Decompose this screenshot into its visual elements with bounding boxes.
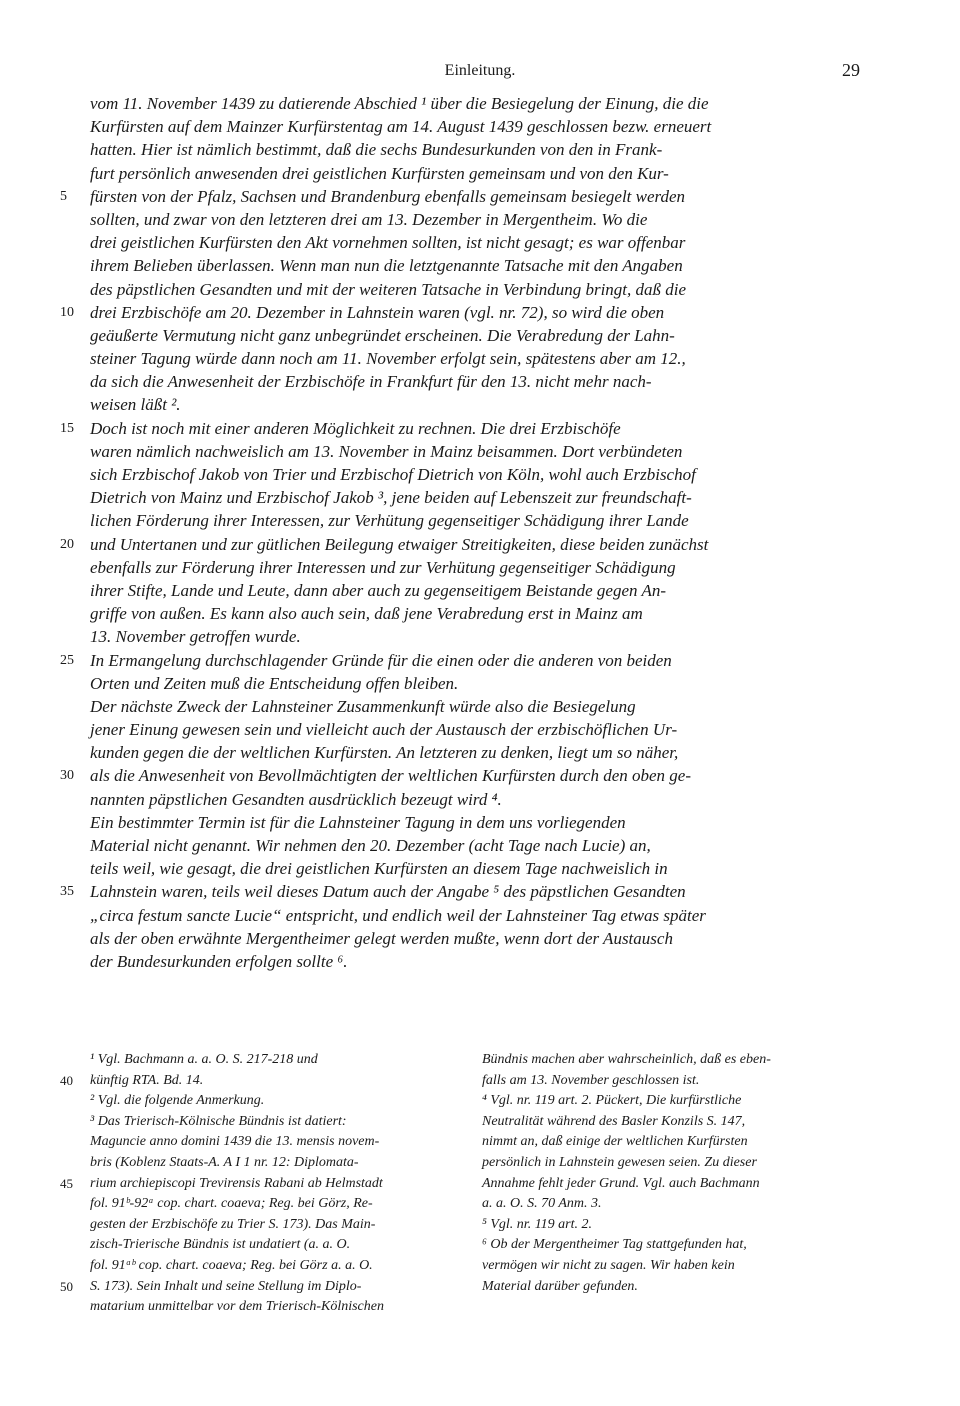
text-line xyxy=(90,1235,460,1256)
line-text: fol. 91ᵇ-92ᵃ cop. chart. coaeva; Reg. bei Görz, Re- xyxy=(90,1196,373,1212)
line-text: künftig RTA. Bd. 14. xyxy=(90,1072,204,1088)
text-line xyxy=(90,1215,460,1236)
text-line xyxy=(482,1071,862,1092)
line-text: „circa festum sancte Lucie“ entspricht, und endlich weil der Lahnsteiner Tag etwas später xyxy=(90,905,706,925)
line-text: ¹ Vgl. Bachmann a. a. O. S. 217-218 und xyxy=(90,1052,318,1067)
line-text: ebenfalls zur Förderung ihrer Interessen und zur Verhütung gegenseitiger Schädigung xyxy=(90,557,676,577)
line-text: S. 173). Sein Inhalt und seine Stellung im Diplo- xyxy=(90,1278,362,1294)
line-text: lichen Förderung ihrer Interessen, zur Verhütung gegenseitiger Schädigung ihrer Lande xyxy=(90,511,689,531)
line-text: Neutralität während des Basler Konzils S. 147, xyxy=(482,1113,746,1129)
text-line xyxy=(90,463,850,486)
text-line xyxy=(482,1153,862,1174)
line-text: 13. November getroffen wurde. xyxy=(90,627,301,647)
text-line xyxy=(60,764,850,787)
text-line xyxy=(60,185,850,208)
text-line xyxy=(482,1112,862,1133)
line-number: 40 xyxy=(60,1072,73,1088)
text-line xyxy=(90,486,850,509)
line-text: Bündnis machen aber wahrscheinlich, daß es eben- xyxy=(482,1052,771,1067)
text-line xyxy=(482,1174,862,1195)
line-number: 50 xyxy=(60,1278,73,1294)
text-line xyxy=(90,695,850,718)
line-text: als die Anwesenheit von Bevollmächtigten der weltlichen Kurfürsten durch den oben ge- xyxy=(90,766,692,786)
line-text: Kurfürsten auf dem Mainzer Kurfürstentag am 14. August 1439 geschlossen bezw. erneuert xyxy=(90,117,712,137)
text-line xyxy=(90,625,850,648)
line-text: drei geistlichen Kurfürsten den Akt vornehmen sollten, ist nicht gesagt; es war offenbar xyxy=(90,233,686,253)
text-line xyxy=(60,649,850,672)
text-line xyxy=(90,92,850,115)
text-line xyxy=(90,347,850,370)
text-line xyxy=(60,1174,460,1195)
text-line xyxy=(90,324,850,347)
text-line xyxy=(90,115,850,138)
text-line xyxy=(90,672,850,695)
text-line xyxy=(90,834,850,857)
text-line xyxy=(90,788,850,811)
line-number: 35 xyxy=(60,884,74,900)
text-line xyxy=(90,927,850,950)
line-text: Material darüber gefunden. xyxy=(482,1278,638,1294)
text-line xyxy=(60,880,850,903)
line-text: Material nicht genannt. Wir nehmen den 20. Dezember (acht Tage nach Lucie) an, xyxy=(90,836,651,855)
line-text: vom 11. November 1439 zu datierende Abschied ¹ über die Besiegelung der Einung, die die xyxy=(90,94,709,113)
text-line xyxy=(90,370,850,393)
text-line xyxy=(90,162,850,185)
line-text: a. a. O. S. 70 Anm. 3. xyxy=(482,1196,602,1212)
line-number: 15 xyxy=(60,420,74,436)
text-line xyxy=(60,301,850,324)
footnotes-left-column xyxy=(60,1050,460,1318)
running-header: Einleitung. xyxy=(444,62,516,79)
line-text: Orten und Zeiten muß die Entscheidung offen bleiben. xyxy=(90,673,459,693)
line-text: geäußerte Vermutung nicht ganz unbegründet erscheinen. Die Verabredung der Lahn- xyxy=(90,325,675,345)
line-text: falls am 13. November geschlossen ist. xyxy=(482,1072,700,1088)
line-text: teils weil, wie gesagt, die drei geistlichen Kurfürsten an diesem Tage nachweislich in xyxy=(90,859,668,879)
line-text: ihrem Belieben überlassen. Wenn man nun die letztgenannte Tatsache mit den Angaben xyxy=(90,256,683,276)
line-text: drei Erzbischöfe am 20. Dezember in Lahnstein waren (vgl. nr. 72), so wird die oben xyxy=(90,302,665,322)
text-line xyxy=(90,1091,460,1112)
line-text: Doch ist noch mit einer anderen Möglichkeit zu rechnen. Die drei Erzbischöfe xyxy=(90,418,621,438)
line-number: 30 xyxy=(60,768,74,784)
line-text: Dietrich von Mainz und Erzbischof Jakob ³, jene beiden auf Lebenszeit zur freundschaft- xyxy=(90,488,692,508)
line-text: zisch-Trierische Bündnis ist undatiert (a. a. O. xyxy=(90,1237,351,1253)
line-text: nannten päpstlichen Gesandten ausdrücklich bezeugt wird ⁴. xyxy=(90,789,502,809)
line-text: nimmt an, daß einige der weltlichen Kurfürsten xyxy=(482,1134,748,1150)
line-text: und Untertanen und zur gütlichen Beilegung etwaiger Streitigkeiten, diese beiden zunächst xyxy=(90,534,709,554)
line-text: vermögen wir nicht zu sagen. Wir haben kein xyxy=(482,1257,735,1273)
text-line xyxy=(90,208,850,231)
line-number: 45 xyxy=(60,1175,73,1191)
line-number: 25 xyxy=(60,652,74,668)
text-line xyxy=(482,1277,862,1298)
line-text: persönlich in Lahnstein gewesen seien. Zu dieser xyxy=(482,1154,757,1170)
line-text: Annahme fehlt jeder Grund. Vgl. auch Bachmann xyxy=(482,1175,760,1191)
line-text: ihrer Stifte, Lande und Leute, dann aber auch zu gegenseitigem Beistande gegen An- xyxy=(90,580,667,600)
text-line xyxy=(90,1132,460,1153)
line-number: 10 xyxy=(60,304,74,320)
text-line xyxy=(482,1091,862,1112)
text-line xyxy=(90,440,850,463)
line-text: gesten der Erzbischöfe zu Trier S. 173). Das Main- xyxy=(90,1216,376,1232)
text-line xyxy=(90,556,850,579)
line-text: jener Einung gewesen sein und vielleicht auch der Austausch der erzbischöflichen Ur- xyxy=(90,720,678,740)
line-text: waren nämlich nachweislich am 13. November in Mainz beisammen. Dort verbündeten xyxy=(90,441,683,461)
line-text: bris (Koblenz Staats-A. A I 1 nr. 12: Diplomata- xyxy=(90,1154,359,1170)
line-text: rium archiepiscopi Trevirensis Rabani ab Helmstadt xyxy=(90,1175,383,1191)
text-line xyxy=(90,1256,460,1277)
text-line xyxy=(90,1112,460,1133)
text-line xyxy=(90,1297,460,1318)
line-text: matarium unmittelbar vor dem Trierisch-Kölnischen xyxy=(90,1299,384,1315)
line-number: 5 xyxy=(60,188,67,204)
text-line xyxy=(482,1215,862,1236)
line-text: ⁴ Vgl. nr. 119 art. 2. Pückert, Die kurfürstliche xyxy=(482,1093,742,1109)
text-line xyxy=(482,1256,862,1277)
text-line xyxy=(90,1050,460,1071)
line-text: der Bundesurkunden erfolgen sollte ⁶. xyxy=(90,951,348,971)
text-line xyxy=(482,1050,862,1071)
line-text: ⁶ Ob der Mergentheimer Tag stattgefunden hat, xyxy=(482,1237,747,1253)
line-text: als der oben erwähnte Mergentheimer gelegt werden mußte, wenn dort der Austausch xyxy=(90,928,673,948)
line-text: fol. 91ᵃᵇ cop. chart. coaeva; Reg. bei Görz a. a. O. xyxy=(90,1257,373,1273)
text-line xyxy=(482,1132,862,1153)
text-line xyxy=(60,533,850,556)
text-line xyxy=(90,231,850,254)
text-line xyxy=(482,1194,862,1215)
line-text: des päpstlichen Gesandten und mit der weiteren Tatsache in Verbindung bringt, daß die xyxy=(90,279,687,299)
text-line xyxy=(60,1071,460,1092)
line-text: ⁵ Vgl. nr. 119 art. 2. xyxy=(482,1216,593,1232)
line-number: 20 xyxy=(60,536,74,552)
line-text: hatten. Hier ist nämlich bestimmt, daß die sechs Bundesurkunden von den in Frank- xyxy=(90,140,663,160)
line-text: sich Erzbischof Jakob von Trier und Erzbischof Dietrich von Köln, wohl auch Erzbischof xyxy=(90,465,696,484)
line-text: fürsten von der Pfalz, Sachsen und Brandenburg ebenfalls gemeinsam besiegelt werden xyxy=(90,186,686,206)
line-text: furt persönlich anwesenden drei geistlichen Kurfürsten gemeinsam und von den Kur- xyxy=(90,163,669,183)
line-text: Der nächste Zweck der Lahnsteiner Zusammenkunft würde also die Besiegelung xyxy=(90,696,636,716)
main-text xyxy=(60,92,850,973)
line-text: kunden gegen die der weltlichen Kurfürsten. An letzteren zu denken, liegt um so näher, xyxy=(90,743,679,763)
text-line xyxy=(60,1277,460,1298)
text-line xyxy=(60,417,850,440)
line-text: Maguncie anno domini 1439 die 13. mensis novem- xyxy=(90,1134,380,1150)
line-text: sollten, und zwar von den letzteren drei am 13. Dezember in Mergentheim. Wo die xyxy=(90,209,648,229)
text-line xyxy=(90,857,850,880)
text-line xyxy=(90,138,850,161)
line-text: griffe von außen. Es kann also auch sein, daß jene Verabredung erst in Mainz am xyxy=(90,604,643,624)
text-line xyxy=(90,904,850,927)
text-line xyxy=(90,950,850,973)
text-line xyxy=(90,1153,460,1174)
line-text: ² Vgl. die folgende Anmerkung. xyxy=(90,1093,265,1109)
text-line xyxy=(90,393,850,416)
text-line xyxy=(90,811,850,834)
line-text: weisen läßt ². xyxy=(90,395,181,415)
text-line xyxy=(90,1194,460,1215)
text-line xyxy=(90,718,850,741)
line-text: da sich die Anwesenheit der Erzbischöfe in Frankfurt für den 13. nicht mehr nach- xyxy=(90,372,652,392)
line-text: ³ Das Trierisch-Kölnische Bündnis ist datiert: xyxy=(90,1113,347,1129)
text-line xyxy=(90,741,850,764)
line-text: Ein bestimmter Termin ist für die Lahnsteiner Tagung in dem uns vorliegenden xyxy=(90,812,626,832)
page-number: 29 xyxy=(842,60,860,80)
line-text: steiner Tagung würde dann noch am 11. November erfolgt sein, spätestens aber am 12., xyxy=(90,349,686,369)
line-text: Lahnstein waren, teils weil dieses Datum auch der Angabe ⁵ des päpstlichen Gesandten xyxy=(90,882,686,902)
text-line xyxy=(90,254,850,277)
text-line xyxy=(90,579,850,602)
text-line xyxy=(90,509,850,532)
text-line xyxy=(482,1235,862,1256)
text-line xyxy=(90,602,850,625)
line-text: In Ermangelung durchschlagender Gründe für die einen oder die anderen von beiden xyxy=(90,650,672,670)
footnotes-right-column xyxy=(482,1050,862,1297)
text-line xyxy=(90,278,850,301)
